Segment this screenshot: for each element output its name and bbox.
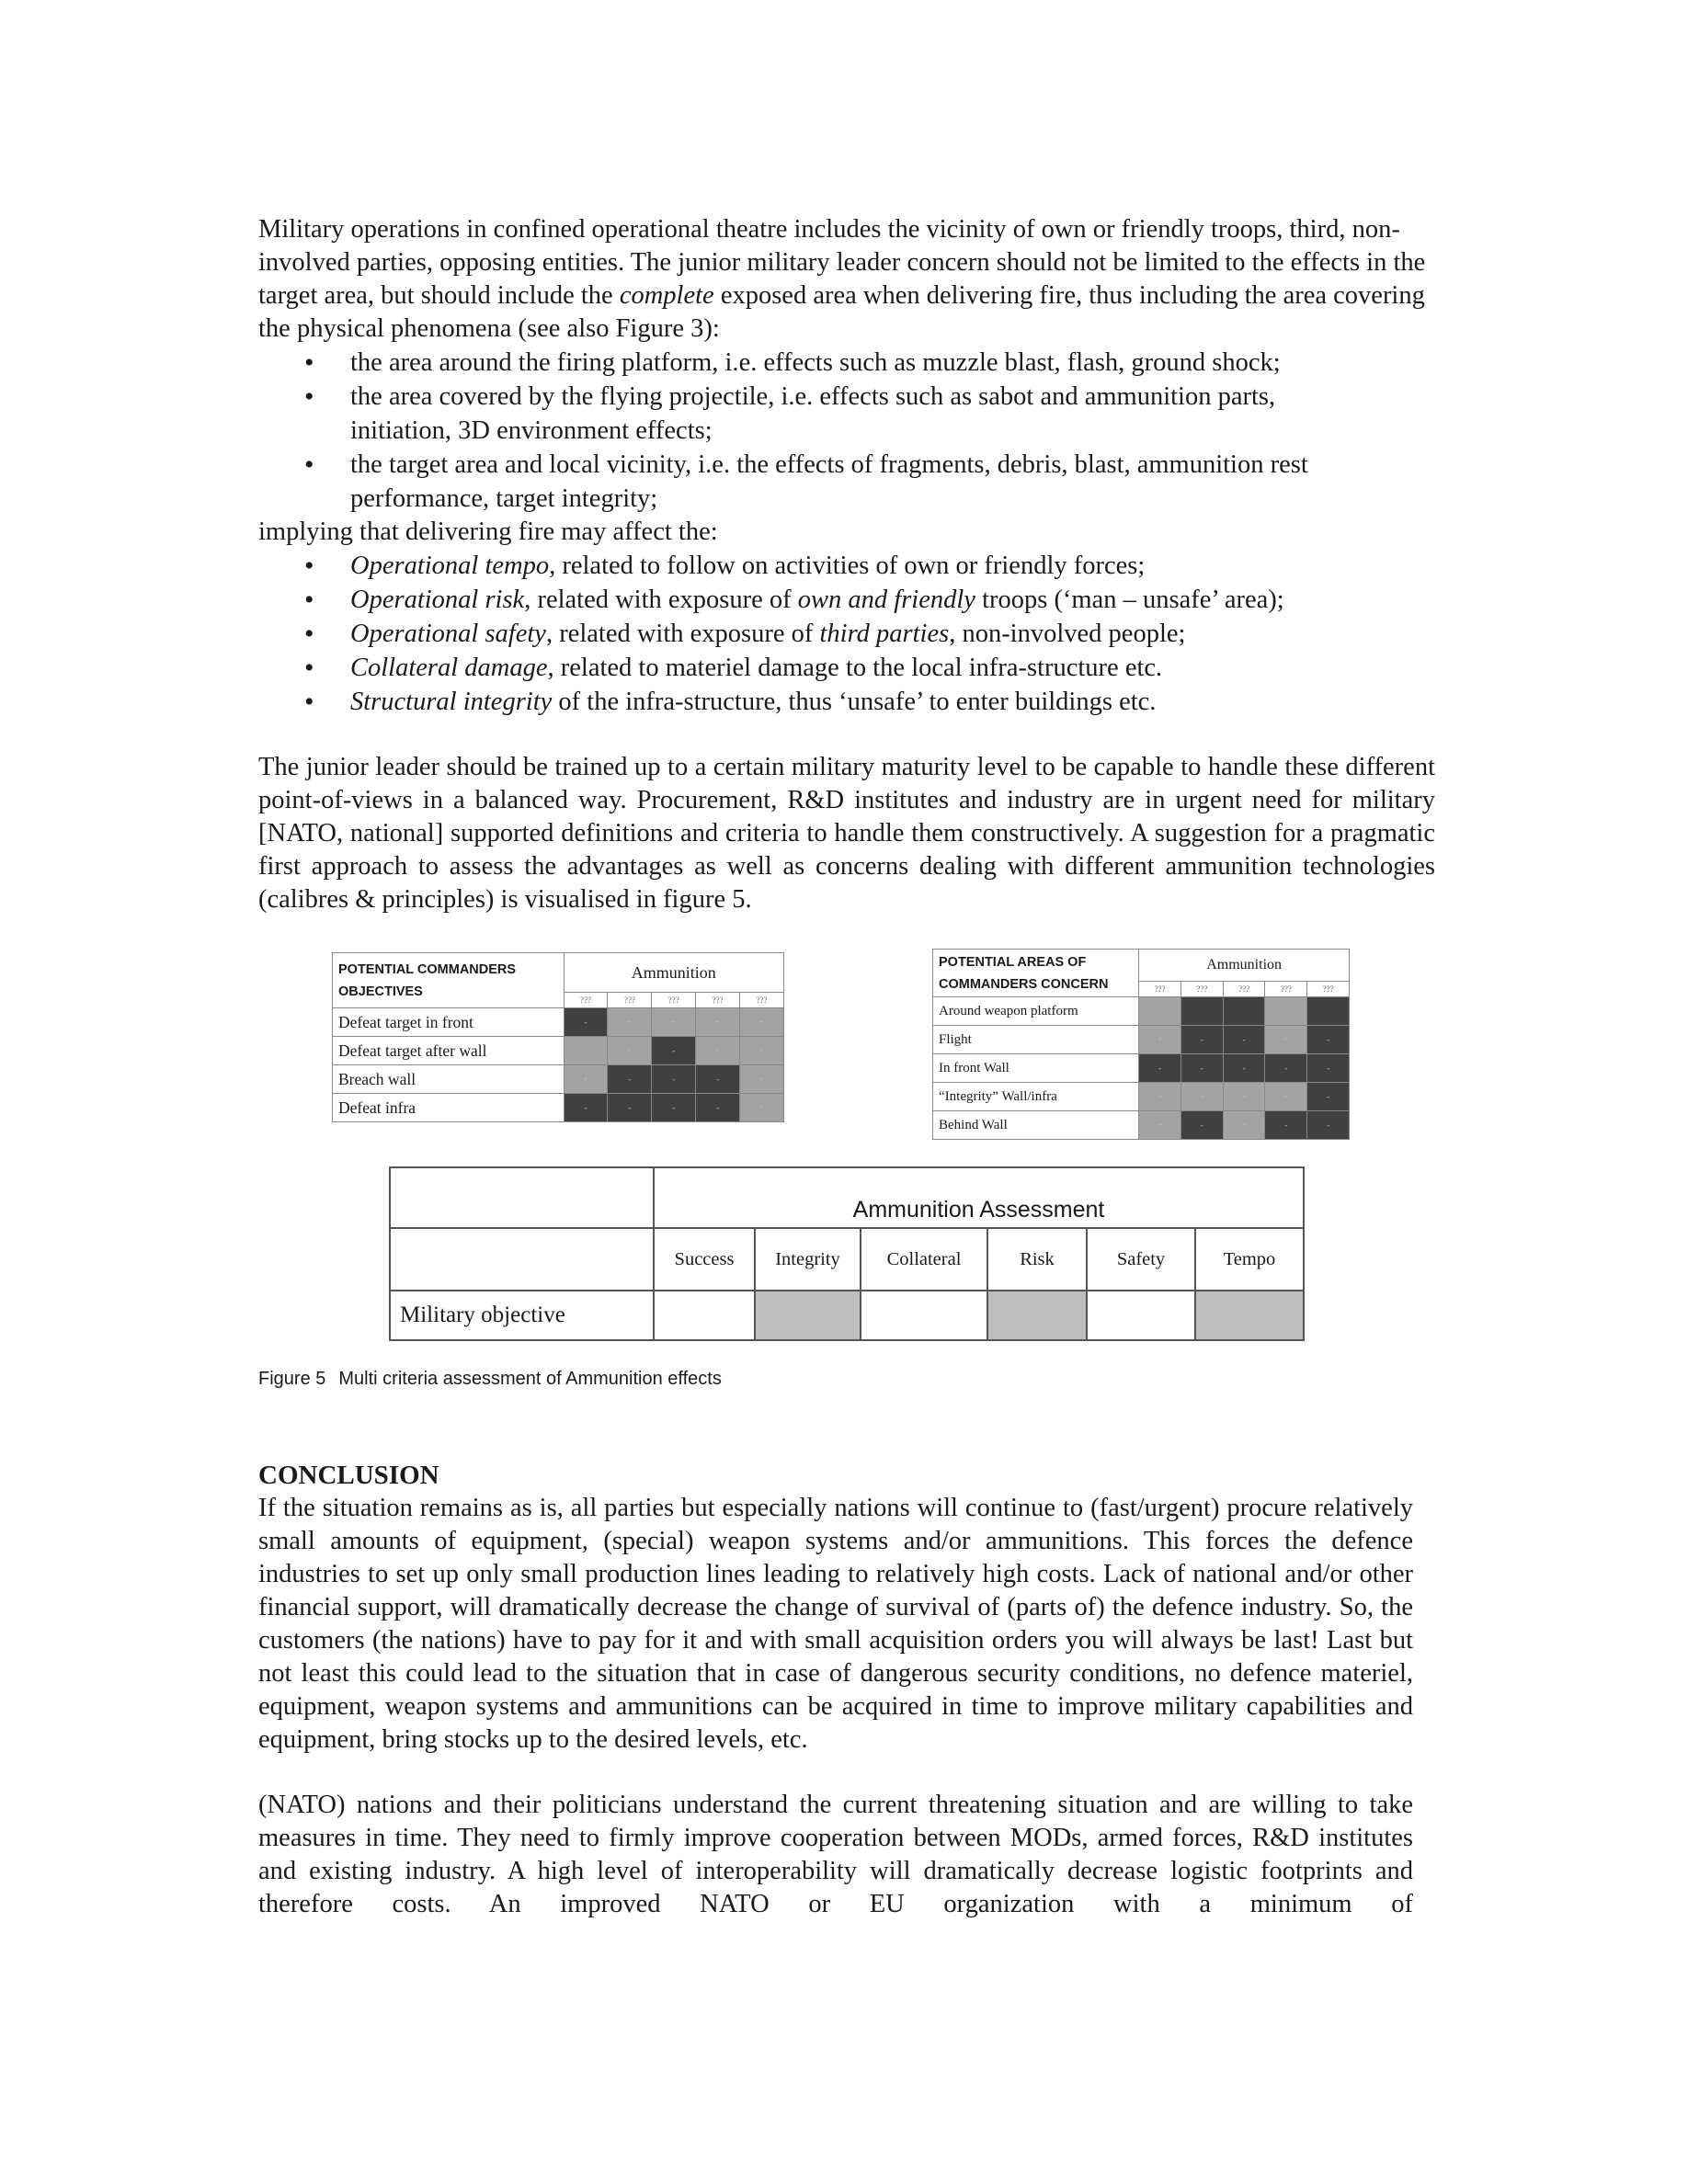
- rating-cell: -: [608, 1094, 652, 1122]
- rating-cell: +: [608, 1008, 652, 1037]
- rating-cell: +: [1139, 1026, 1181, 1054]
- table-header-concern: [933, 950, 1139, 997]
- term: Collateral damage: [350, 654, 548, 682]
- row-label: In front Wall: [933, 1054, 1139, 1083]
- table-row: [333, 1037, 784, 1065]
- rating-cell: +: [740, 1008, 784, 1037]
- rating-cell: +: [652, 1008, 696, 1037]
- header-line: OBJECTIVES: [338, 984, 423, 999]
- header-line: COMMANDERS CONCERN: [939, 976, 1109, 992]
- term: Operational tempo: [350, 552, 550, 580]
- row-label: Defeat target in front: [333, 1008, 565, 1037]
- table-header-objectives: [333, 953, 565, 1008]
- rating-cell: -: [1223, 1026, 1265, 1054]
- term-desc: , related to follow on activities of own or friendly forces;: [549, 552, 1146, 580]
- conclusion-paragraph: (NATO) nations and their politicians understand the current threatening situation and are willing to take measures in time. They need to firmly improve cooperation between MODs, armed forces, R&D institutes and existing industry. A high level of interoperability will dramatically decrease logistic footprints and therefore costs. An improved NATO or EU organization with a minimum of: [258, 1791, 1413, 1918]
- term-desc: , non-involved people;: [949, 620, 1186, 648]
- row-label: Military objective: [390, 1291, 654, 1340]
- term-desc: , related to materiel damage to the local infra-structure etc.: [547, 654, 1163, 682]
- rating-cell: +: [1265, 1083, 1307, 1111]
- ammo-type-label: ???: [696, 993, 740, 1008]
- rating-cell: -: [608, 1065, 652, 1094]
- ammo-type-label: ???: [564, 993, 608, 1008]
- rating-cell: +: [1139, 1111, 1181, 1140]
- rating-cell: [1139, 997, 1181, 1026]
- section-heading: CONCLUSION: [258, 1461, 439, 1490]
- column-header: Success: [654, 1228, 755, 1291]
- table-row: [333, 1094, 784, 1122]
- objectives-rows: [333, 1008, 784, 1122]
- area-bullets: [258, 346, 1435, 516]
- conclusion-section: [258, 1459, 1413, 1921]
- rating-cell: -: [1139, 1054, 1181, 1083]
- table-row: [933, 997, 1350, 1026]
- assessment-cell: [987, 1291, 1087, 1340]
- rating-cell: -: [1223, 1054, 1265, 1083]
- column-header: Integrity: [755, 1228, 861, 1291]
- rating-cell: -: [1307, 1083, 1350, 1111]
- rating-cell: [1181, 997, 1224, 1026]
- rating-cell: -: [1307, 1111, 1350, 1140]
- effect-bullets: [258, 549, 1435, 719]
- ammunition-assessment-table: [389, 1166, 1305, 1341]
- list-item: [258, 583, 1435, 617]
- table-row: [333, 1008, 784, 1037]
- rating-cell: +: [740, 1037, 784, 1065]
- ammo-type-label: ???: [652, 993, 696, 1008]
- column-header: Tempo: [1195, 1228, 1304, 1291]
- rating-cell: -: [652, 1037, 696, 1065]
- table-row: [333, 1065, 784, 1094]
- rating-cell: -: [1307, 1026, 1350, 1054]
- term-desc: , related with exposure of: [545, 620, 820, 648]
- list-item: • the area covered by the flying projectile, i.e. effects such as sabot and ammunition parts, initiation, 3D environment effects;: [258, 380, 1362, 448]
- empty-corner: [390, 1167, 654, 1228]
- term-desc: of the infra-structure, thus ‘unsafe’ to enter buildings etc.: [552, 688, 1157, 716]
- rating-cell: [1265, 997, 1307, 1026]
- intro-emphasis: complete: [619, 281, 714, 310]
- row-label: Defeat infra: [333, 1094, 565, 1122]
- term-emphasis: third parties: [819, 620, 950, 648]
- training-paragraph: The junior leader should be trained up to a certain military maturity level to be capable to handle these different point-of-views in a balanced way. Procurement, R&D institutes and industry are in urgent need for military [NATO, national] supported definitions and criteria to handle them constructively. A suggestion for a pragmatic first approach to assess the advantages as well as concerns dealing with different ammunition technologies (calibres & principles) is visualised in figure 5.: [258, 753, 1435, 914]
- ammo-type-label: ???: [740, 993, 784, 1008]
- rating-cell: -: [652, 1065, 696, 1094]
- row-label: Defeat target after wall: [333, 1037, 565, 1065]
- list-item: [258, 685, 1435, 719]
- list-item: [258, 651, 1435, 685]
- header-line: POTENTIAL COMMANDERS: [338, 961, 517, 977]
- rating-cell: +: [608, 1037, 652, 1065]
- intro-text-b: exposed area when delivering fire, thus including the area covering the physical phenomena (see also Figure 3):: [258, 281, 1425, 343]
- term: Operational safety: [350, 620, 546, 648]
- row-label: Flight: [933, 1026, 1139, 1054]
- rating-cell: -: [696, 1065, 740, 1094]
- list-item: [258, 617, 1435, 651]
- header-line: POTENTIAL AREAS OF: [939, 954, 1087, 970]
- column-header: Collateral: [861, 1228, 987, 1291]
- rating-cell: [1223, 997, 1265, 1026]
- rating-cell: +: [1139, 1083, 1181, 1111]
- ammo-type-label: ???: [1223, 982, 1265, 997]
- rating-cell: -: [564, 1008, 608, 1037]
- intro-text-a: Military operations in confined operational theatre includes the vicinity of own or friendly troops, third, non-involved parties, opposing entities. The junior military leader concern should not be limited to the effects in the target area, but should include the: [258, 215, 1426, 310]
- commanders-concern-table: [932, 949, 1350, 1140]
- assessment-title: Ammunition Assessment: [654, 1167, 1304, 1228]
- table-row: [933, 1111, 1350, 1140]
- rating-cell: +: [696, 1008, 740, 1037]
- commanders-objectives-table: [332, 952, 784, 1122]
- row-label: Breach wall: [333, 1065, 565, 1094]
- ammo-type-label: ???: [1265, 982, 1307, 997]
- term-emphasis: own and friendly: [797, 586, 975, 614]
- rating-cell: -: [1181, 1026, 1224, 1054]
- rating-cell: -: [564, 1094, 608, 1122]
- column-header: Safety: [1087, 1228, 1195, 1291]
- rating-cell: +: [564, 1065, 608, 1094]
- term-desc: , related with exposure of: [524, 586, 798, 614]
- rating-cell: -: [652, 1094, 696, 1122]
- rating-cell: -: [1265, 1054, 1307, 1083]
- assessment-cell: [1087, 1291, 1195, 1340]
- ammo-type-label: ???: [608, 993, 652, 1008]
- term: Structural integrity: [350, 688, 553, 716]
- rating-cell: +: [1223, 1083, 1265, 1111]
- intro-section: [258, 213, 1435, 916]
- assessment-cell: [654, 1291, 755, 1340]
- table-row: [933, 1083, 1350, 1111]
- rating-cell: +: [696, 1037, 740, 1065]
- rating-cell: -: [1307, 1054, 1350, 1083]
- ammo-type-label: ???: [1307, 982, 1350, 997]
- list-item: • the target area and local vicinity, i.e. the effects of fragments, debris, blast, ammunition rest performance, target integrity;: [258, 448, 1362, 516]
- conclusion-paragraph: If the situation remains as is, all parties but especially nations will continue to (fast/urgent) procure relatively small amounts of equipment, (special) weapon systems and/or ammunitions. This forces the defence industries to set up only small production lines leading to relatively high costs. Lack of national and/or other financial support, will dramatically decrease the change of survival of (parts of) the defence industry. So, the customers (the nations) have to pay for it and with small acquisition orders you will always be last! Last but not least this could lead to the situation that in case of dangerous security conditions, no defence materiel, equipment, weapon systems and ammunitions can be acquired in time to improve military capabilities and equipment, bring stocks up to the desired levels, etc.: [258, 1494, 1413, 1754]
- table-row: [933, 1054, 1350, 1083]
- figure-caption: [258, 1369, 722, 1390]
- list-item: • the area around the firing platform, i.e. effects such as muzzle blast, flash, ground shock;: [258, 346, 1435, 380]
- ammo-type-label: ???: [1139, 982, 1181, 997]
- ammunition-header: Ammunition: [564, 953, 783, 993]
- term: Operational risk: [350, 586, 525, 614]
- rating-cell: -: [696, 1094, 740, 1122]
- intro-paragraph: [258, 213, 1454, 346]
- assessment-cell: [861, 1291, 987, 1340]
- assessment-cell: [1195, 1291, 1304, 1340]
- rating-cell: -: [564, 1037, 608, 1065]
- rating-cell: +: [1223, 1111, 1265, 1140]
- term-desc: troops (‘man – unsafe’ area);: [975, 586, 1284, 614]
- caption-text: Multi criteria assessment of Ammunition effects: [338, 1369, 722, 1389]
- row-label: “Integrity” Wall/infra: [933, 1083, 1139, 1111]
- empty-cell: [390, 1228, 654, 1291]
- column-header: Risk: [987, 1228, 1087, 1291]
- concern-rows: [933, 997, 1350, 1140]
- rating-cell: -: [1181, 1054, 1224, 1083]
- ammo-type-label: ???: [1181, 982, 1224, 997]
- rating-cell: -: [1181, 1111, 1224, 1140]
- rating-cell: +: [740, 1094, 784, 1122]
- list-item: [258, 549, 1435, 583]
- row-label: Behind Wall: [933, 1111, 1139, 1140]
- figure-number: Figure 5: [258, 1369, 326, 1389]
- rating-cell: [1307, 997, 1350, 1026]
- ammunition-header: Ammunition: [1139, 950, 1350, 982]
- rating-cell: +: [1265, 1026, 1307, 1054]
- table-row: [933, 1026, 1350, 1054]
- implying-line: implying that delivering fire may affect the:: [258, 518, 718, 546]
- rating-cell: +: [1181, 1083, 1224, 1111]
- rating-cell: +: [740, 1065, 784, 1094]
- assessment-cell: [755, 1291, 861, 1340]
- rating-cell: -: [1265, 1111, 1307, 1140]
- row-label: Around weapon platform: [933, 997, 1139, 1026]
